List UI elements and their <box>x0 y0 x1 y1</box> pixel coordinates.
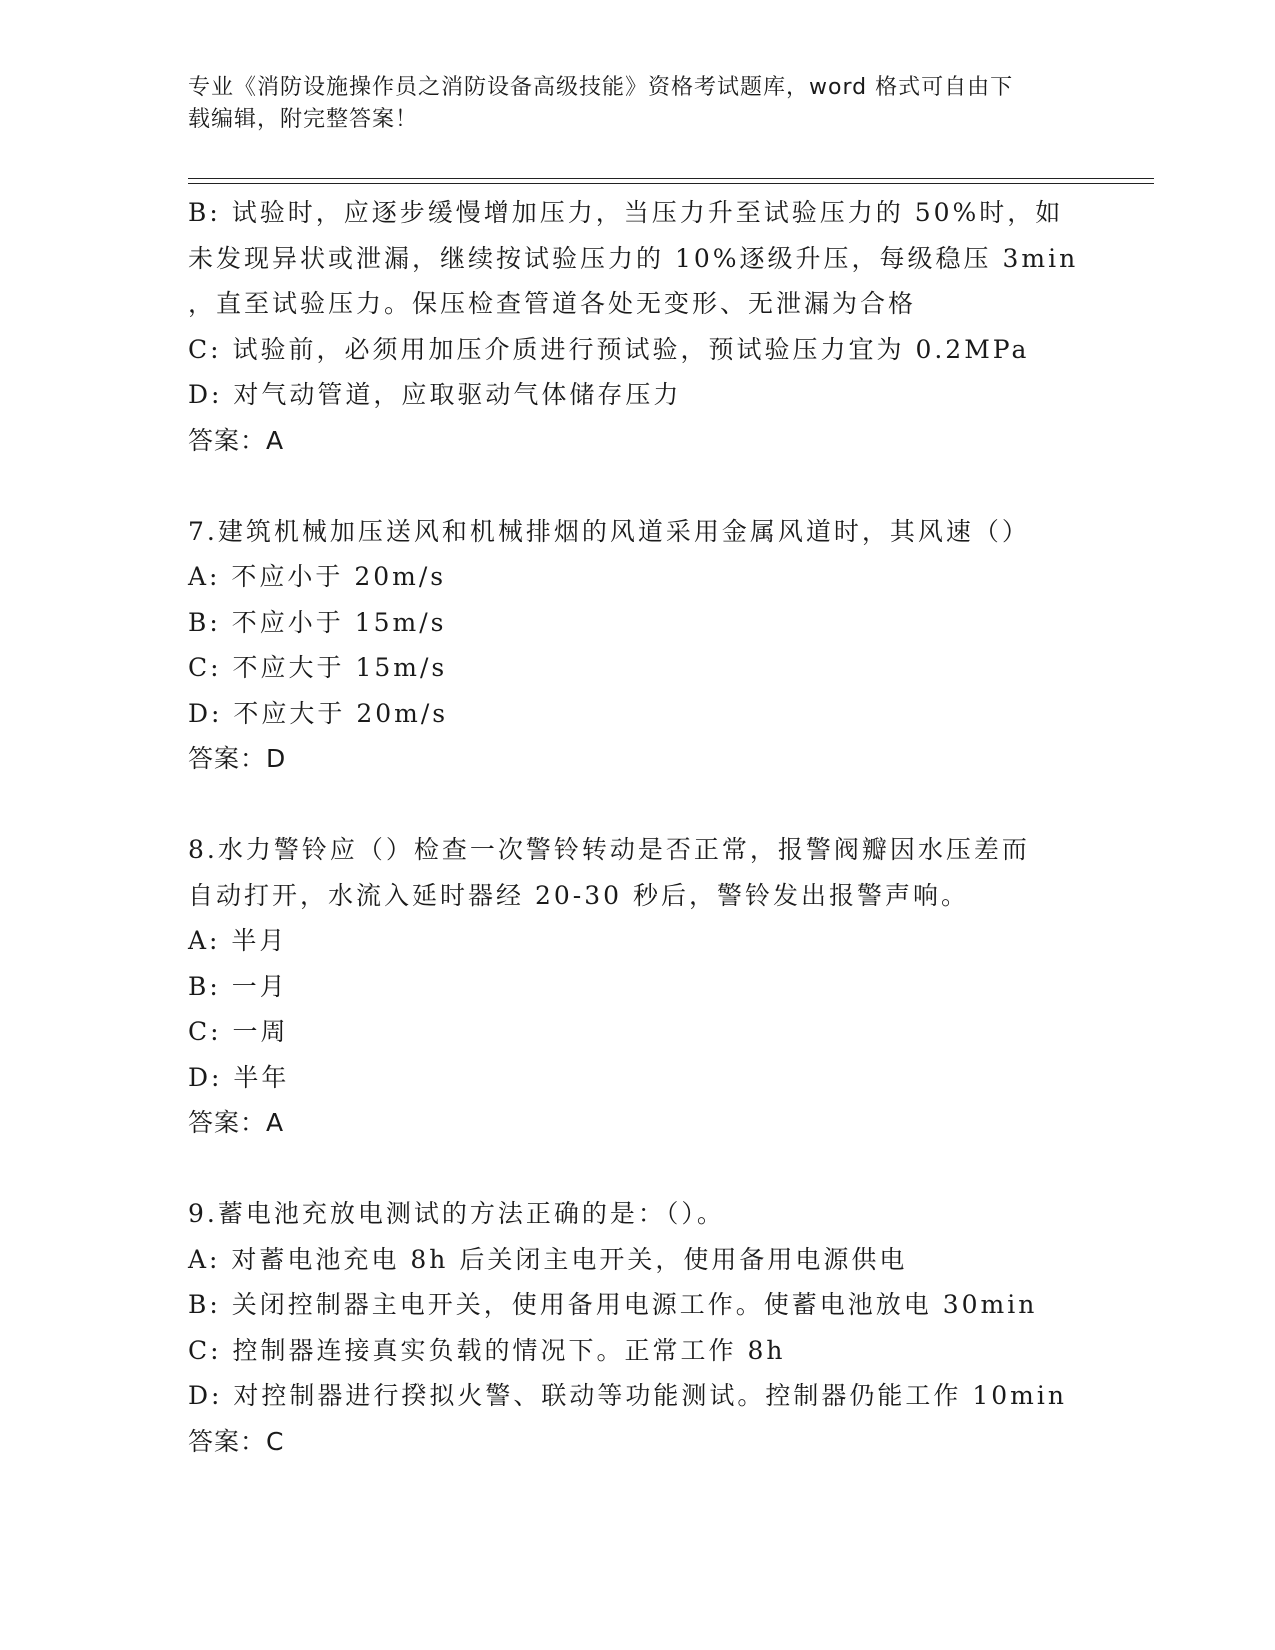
question-text-line-2: 自动打开，水流入延时器经 20-30 秒后，警铃发出报警声响。 <box>188 880 969 910</box>
question-text: 9.蓄电池充放电测试的方法正确的是：（）。 <box>188 1199 725 1228</box>
question-8 <box>188 827 1088 1146</box>
header-divider-bottom <box>188 183 1154 184</box>
option-b-line-1: B: 试验时，应逐步缓慢增加压力，当压力升至试验压力的 50%时，如 <box>188 198 1064 227</box>
option-b: B: 不应小于 15m/s <box>188 607 447 637</box>
option-b-line-2: 未发现异状或泄漏，继续按试验压力的 10%逐级升压，每级稳压 3min <box>188 243 1079 273</box>
option-c: C: 不应大于 15m/s <box>188 653 448 682</box>
option-a: A: 对蓄电池充电 8h 后关闭主电开关，使用备用电源供电 <box>188 1244 908 1274</box>
question-content <box>188 190 1088 1464</box>
question-text-line-1: 8.水力警铃应（）检查一次警铃转动是否正常，报警阀瓣因水压差而 <box>188 835 1030 864</box>
option-a: A: 不应小于 20m/s <box>188 562 447 591</box>
option-b: B: 关闭控制器主电开关，使用备用电源工作。使蓄电池放电 30min <box>188 1290 1038 1319</box>
header-line-1: 专业《消防设施操作员之消防设备高级技能》资格考试题库，word 格式可自由下 <box>188 75 1014 100</box>
question-7 <box>188 509 1088 782</box>
question-text: 7.建筑机械加压送风和机械排烟的风道采用金属风道时，其风速（） <box>188 516 1030 546</box>
answer: 答案：A <box>188 1108 285 1137</box>
option-b-line-3: ，直至试验压力。保压检查管道各处无变形、无泄漏为合格 <box>188 289 917 318</box>
question-6-continued <box>188 190 1088 463</box>
option-d: D: 对控制器进行揆拟火警、联动等功能测试。控制器仍能工作 10min <box>188 1381 1067 1410</box>
header-divider-top <box>188 178 1154 179</box>
header-line-2: 载编辑，附完整答案！ <box>188 107 419 132</box>
answer: 答案：D <box>188 744 287 773</box>
option-c: C: 控制器连接真实负载的情况下。正常工作 8h <box>188 1335 786 1365</box>
answer: 答案：C <box>188 1426 285 1456</box>
option-c: C: 试验前，必须用加压介质进行预试验，预试验压力宜为 0.2MPa <box>188 334 1030 364</box>
option-d: D: 半年 <box>188 1062 290 1092</box>
option-a: A: 半月 <box>188 926 288 955</box>
option-d: D: 对气动管道，应取驱动气体储存压力 <box>188 380 682 409</box>
question-9 <box>188 1191 1088 1464</box>
answer: 答案：A <box>188 425 285 455</box>
document-header <box>188 72 1068 136</box>
option-b: B: 一月 <box>188 971 288 1001</box>
option-d: D: 不应大于 20m/s <box>188 698 449 728</box>
option-c: C: 一周 <box>188 1017 289 1046</box>
